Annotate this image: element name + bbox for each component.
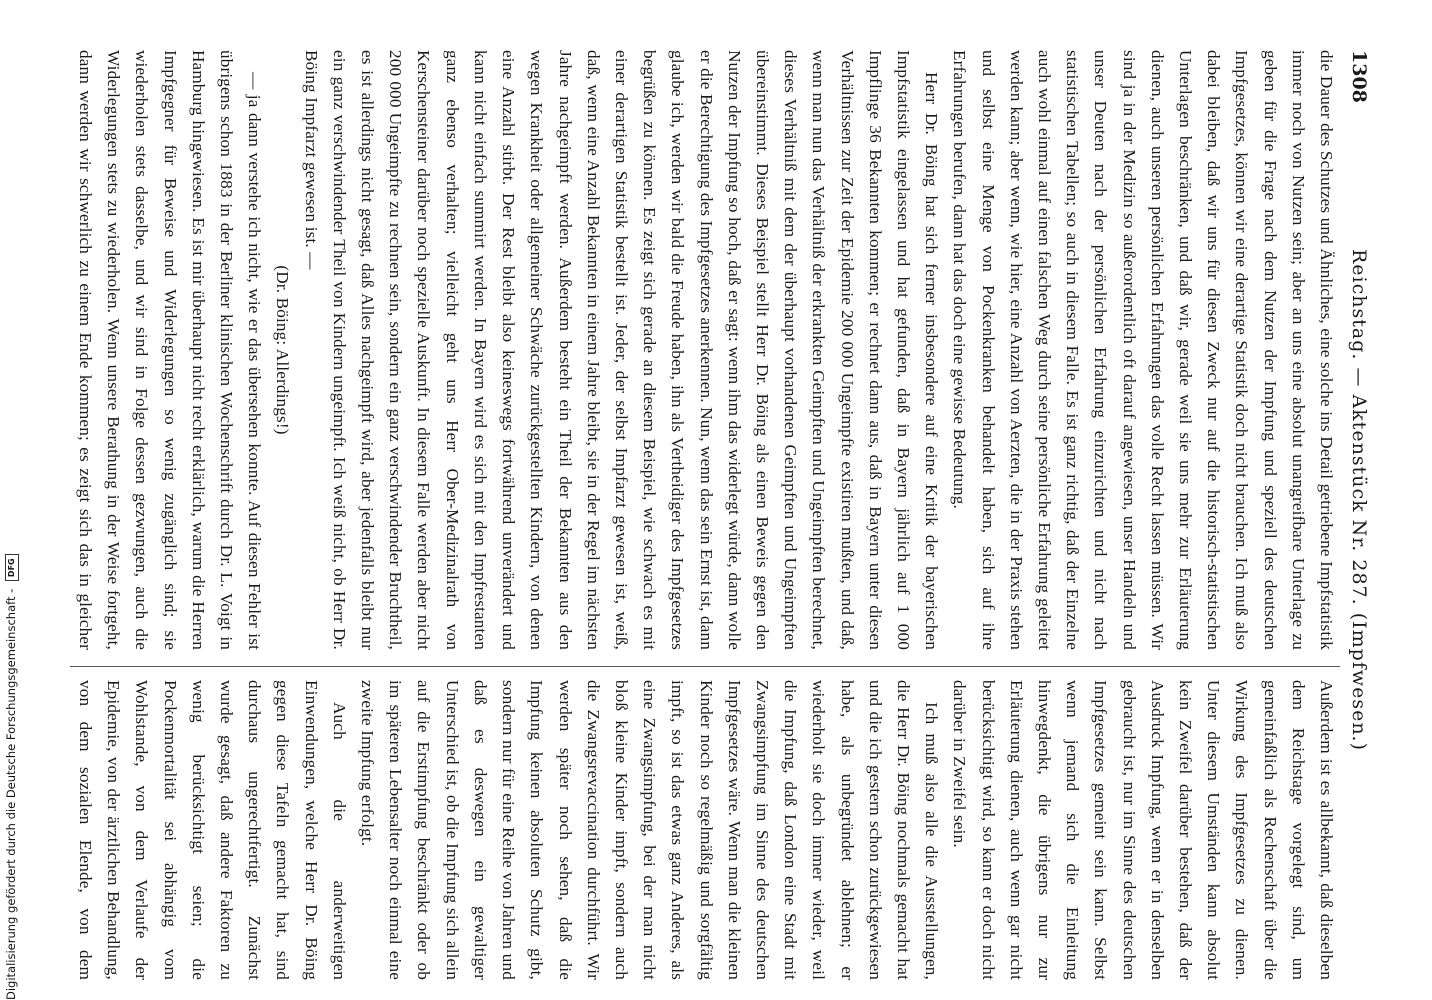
dfg-logo: DFG: [5, 554, 19, 581]
paragraph: Herr Dr. Böing hat sich ferner insbesondere auf eine Kritik der bayerischen Impfstatistik eingelassen und hat gefunden, daß in Bayern jährlich auf 1 000 Impflinge 36 Bekannten kommen; er rechnet dann aus, daß in Bayern unter diesen Verhältnissen zur Zeit der Epidemie 200 000 Ungeimpfte existiren mußten, und daß, wenn man nun das Verhältniß der erkrankten Geimpften und Ungeimpften berechnet, dieses Verhältniß mit dem der überhaupt vorhandenen Geimpften und Ungeimpften übereinstimmt. Dieses Beispiel stellt Herr Dr. Böing als einen Beweis gegen den Nutzen der Impfung so hoch, daß er sagt: wenn ihm das widerlegt würde, dann wolle er die Berechtigung des Impfgesetzes anerkennen. Nun, wenn das sein Ernst ist, dann glaube ich, werden wir bald die Freude haben, ihn als Vertheidiger des Impfgesetzes begrüßen zu können. Es zeigt sich gerade an diesem Beispiel, wie schwach es mit einer derartigen Statistik bestellt ist. Jeder, der selbst Impfarzt gewesen ist, weiß, daß, wenn eine Anzahl Bekannten in einem Jahre bleibt, sie in der Regel im nächsten Jahre nachgeimpft werden. Außerdem besteht ein Theil der Bekannten aus den wegen Krankheit oder allgemeiner Schwäche zurückgestellten Kindern, von denen eine Anzahl stirbt. Der Rest bleibt also keineswegs fortwährend unverändert und kann nicht einfach summirt werden. In Bayern wird es sich mit den Impfrestanten ganz ebenso verhalten; vielleicht geht uns Herr Ober-Medizinalrath von Kerschensteiner darüber noch spezielle Auskunft. In diesem Falle werden aber nicht 200 000 Ungeimpfte zu rechnen sein, sondern ein ganz verschwindender Bruchtheil, es ist allerdings nicht gesagt, daß Alles nachgeimpft wird, aber jedenfalls bleibt nur ein ganz verschwindender Theil von Kindern ungeimpft. Ich weiß nicht, ob Herr Dr. Böing Impfarzt gewesen ist. —: [301, 50, 942, 650]
document-page: [46, 20, 1386, 980]
interjection: (Dr. Böing: Allerdings!): [273, 265, 293, 435]
page-header: [1346, 50, 1372, 950]
paragraph: — ja dann verstehe ich nicht, wie er das übersehen konnte. Auf diesen Fehler ist übrigens schon 1883 in der Berliner klinischen Wochenschrift durch Dr. L. Voigt in Hamburg hingewiesen. Es ist mir überhaupt nicht recht erklärlich, warum die Herren Impfgegner für Beweise und Widerlegungen so wenig zugänglich sind; sie wiederholen stets dasselbe, und wir sind in Folge dessen gezwungen, auch die Widerlegungen stets zu wiederholen. Wenn unsere Berathung in der Weise fortgeht, dann werden wir schwerlich zu einem Ende kommen; es zeigt sich das in gleicher: [76, 50, 265, 650]
right-text-column: [70, 680, 1340, 980]
paragraph: die Dauer des Schutzes und Ähnliches, eine solche ins Detail getriebene Impfstatistik immer noch von Nutzen sein; aber an uns eine absolut unangreifbare Unterlage zu geben für die Frage nach dem Nutzen der Impfung und speziell des deutschen Impfgesetzes, können wir eine derartige Statistik doch nicht brauchen. Ich muß also dabei bleiben, daß wir uns für diesen Zweck nur auf die historisch-statistischen Unterlagen beschränken, und daß wir, gerade weil sie uns mehr zur Erläuterung dienen, auch unseren persönlichen Erfahrungen das volle Recht lassen müssen. Wir sind ja in der Medizin so außerordentlich oft darauf angewiesen, unser Handeln und unser Deuten nach der persönlichen Erfahrung einzurichten und nicht nach statistischen Tabellen; so auch in diesem Falle. Es ist ganz richtig, daß der Einzelne auch wohl einmal auf einen falschen Weg durch seine persönliche Erfahrung geleitet werden kann; aber wenn, wie hier, eine Anzahl von Aerzten, die in der Praxis stehen und selbst eine Menge von Pockenkranken behandelt haben, sich auf ihre Erfahrungen berufen, dann hat das doch eine gewisse Bedeutung.: [950, 50, 1336, 650]
paragraph: Ich muß also alle die Ausstellungen, die Herr Dr. Böing nochmals gemacht hat und die ich gestern schon zurückgewiesen habe, als unbegründet ablehnen; er wiederholt sie doch immer wieder, weil die Impfung, daß London eine Stadt mit Zwangsimpfung im Sinne des deutschen Impfgesetzes wäre. Wenn man die kleinen Kinder noch so regelmäßig und sorgfältig impft, so ist das etwas ganz Anderes, als eine Zwangsimpfung, bei der man nicht bloß kleine Kinder impft, sondern auch die Zwangsrevaccination durchführt. Wir werden später noch sehen, daß die Impfung keinen absoluten Schutz gibt, sondern nur für eine Reihe von Jahren und daß es deswegen ein gewaltiger Unterschied ist, ob die Impfung sich allein auf die Erstimpfung beschränkt oder ob im späteren Lebensalter noch einmal eine zweite Impfung erfolgt.: [358, 680, 942, 980]
digitization-credit-text: Digitalisierung gefördert durch die Deutsche Forschungsgemeinschaft -: [4, 588, 18, 1000]
page-number: 1308: [1348, 50, 1370, 103]
running-title: Reichstag. — Aktenstück Nr. 287. (Impfwesen.): [1348, 248, 1370, 752]
digitization-credit: [2, 0, 20, 1000]
column-divider: [70, 666, 1340, 667]
paragraph: Auch die anderweitigen Einwendungen, welche Herr Dr. Böing gegen diese Tafeln gemacht hat, sind durchaus ungerechtfertigt. Zunächst wurde gesagt, daß andere Faktoren zu wenig berücksichtigt seien; die Pockenmortalität sei abhängig vom Wohlstande, von dem Verlaufe der Epidemie, von der ärztlichen Behandlung, von dem sozialen Elende, von dem: [76, 680, 349, 980]
paragraph: Außerdem ist es allbekannt, daß dieselben dem Reichstage vorgelegt sind, um gemeinfaßlich als Rechenschaft über die Wirkung des Impfgesetzes zu dienen. Unter diesem Umständen kann absolut kein Zweifel darüber bestehen, daß der Ausdruck Impfung, wenn er in denselben gebraucht ist, nur im Sinne des deutschen Impfgesetzes gemeint sein kann. Selbst wenn jemand sich die Einleitung hinwegdenkt, die übrigens nur zur Erläuterung dienen, auch wenn gar nicht berücksichtigt wird, so kann er doch nicht darüber in Zweifel sein.: [950, 680, 1336, 980]
left-text-column: [70, 50, 1340, 650]
